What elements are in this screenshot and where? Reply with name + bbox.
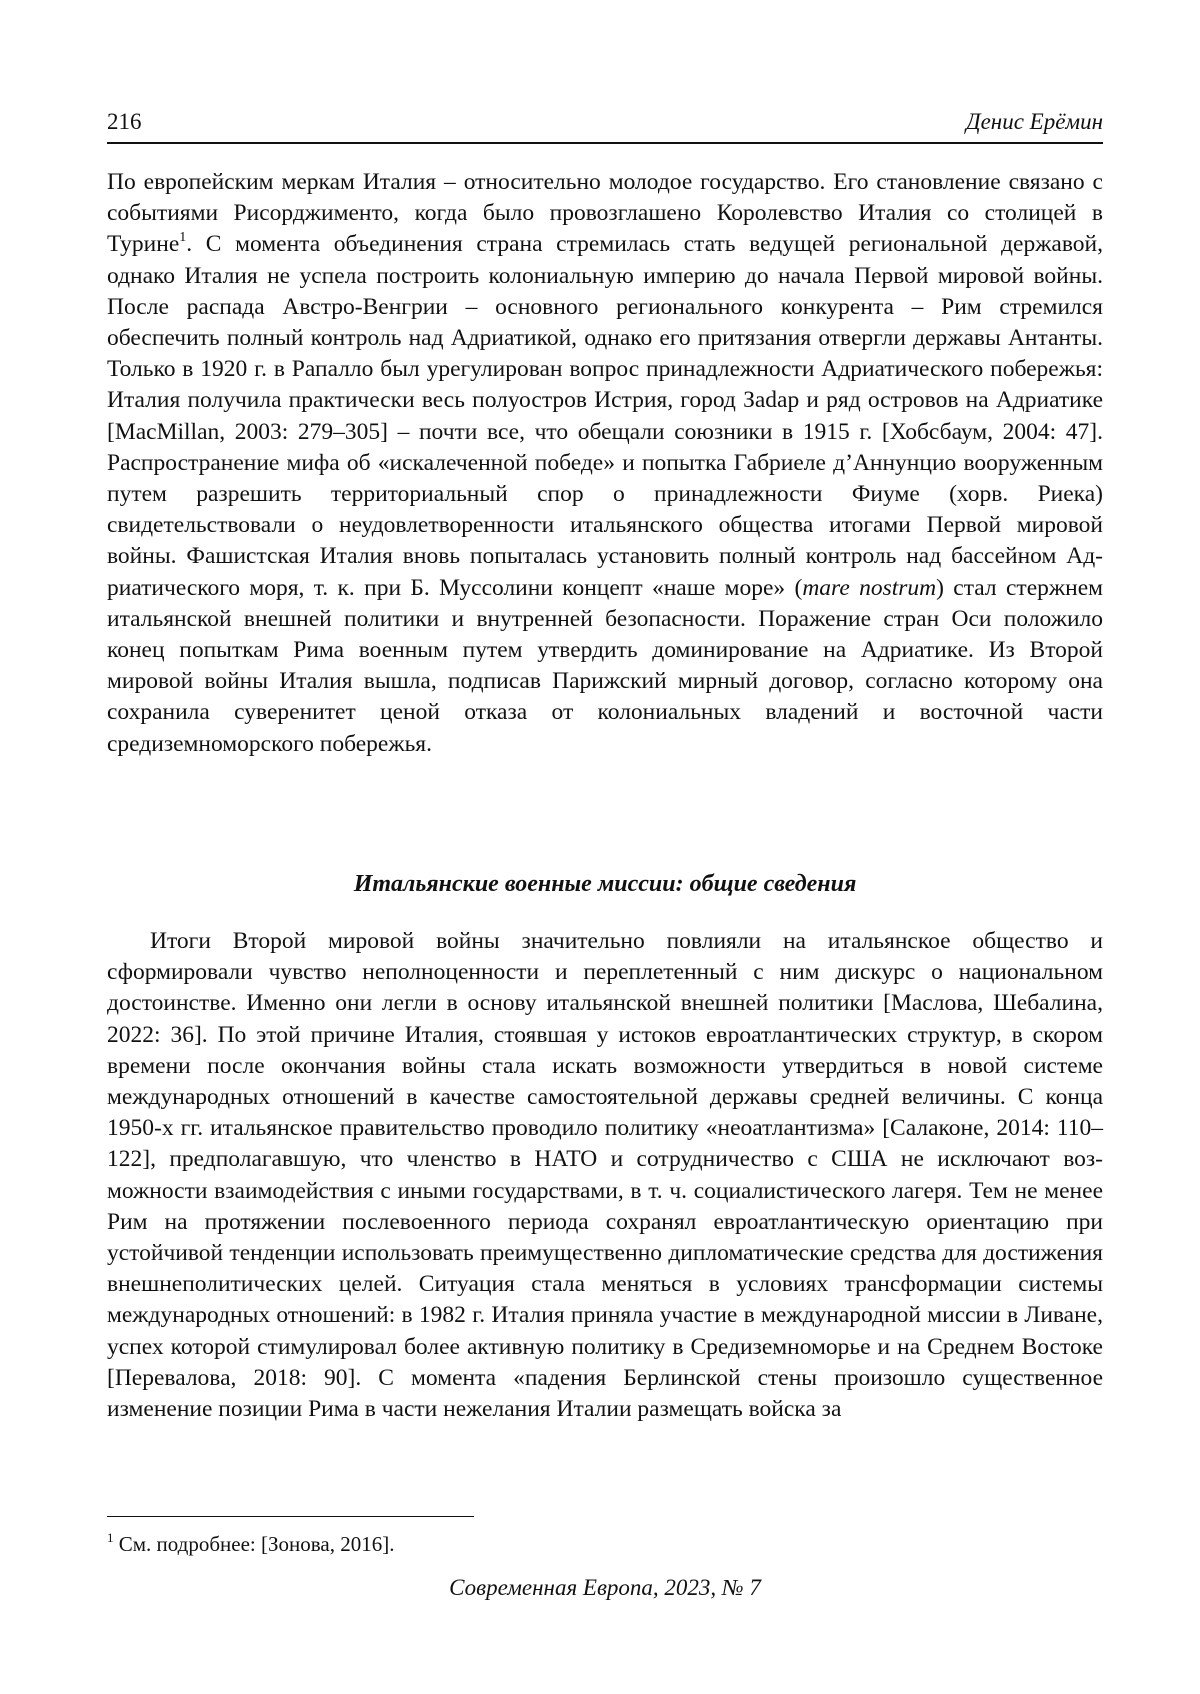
page-number: 216 (107, 109, 142, 134)
footnote-rule (107, 1516, 474, 1517)
header-rule (107, 142, 1103, 144)
author-name: Денис Ерёмин (965, 109, 1103, 134)
latin-term: mare nostrum (802, 574, 937, 601)
footnote-text: См. подробнее: [Зонова, 2016]. (113, 1532, 395, 1556)
page (107, 0, 1103, 1694)
footnote-marker: 1 (107, 1530, 114, 1545)
footnote-reference[interactable]: 1 (179, 229, 187, 245)
body-paragraph-2: Итоги Второй мировой войны значительно повлияли на итальянское общество и сформировали чувство неполноценности и переплетенный с ним дискурс о национальном достоинстве. Именно они легли в основу итальянской внешней политики [Маслова, Шебалина, 2022: 36]. По этой причине Италия, стоявшая у истоков евроатлантических структур, в скором времени после окончания войны стала искать возможности утвердиться в новой системе международных отношений в качестве самостоятельной державы средней величины. С конца 1950-х гг. итальянское правительство проводило политику «неоатлантизма» [Салаконе, 2014: 110–122], предполагавшую, что членство в НАТО и сотрудничество с США не исключают возможности взаимодействия с иными государствами, в т. ч. социалистического лагеря. Тем не менее Рим на протяжении послевоенного периода сохранял евроатлантическую ориентацию при устойчивой тенденции использовать преимущественно дипломатические средства для достижения внешнеполитических целей. Ситуация стала меняться в условиях трансформации системы международных отношений: в 1982 г. Италия приняла участие в международной миссии в Ливане, успех которой стимулировал более активную политику в Средиземноморье и на Среднем Востоке [Перевалова, 2018: 90]. С момента «падения Берлинской стены произошло существенное изменение позиции Рима в части нежелания Италии размещать войска за (107, 928, 1103, 1423)
paragraph-1-text-c: ) стал стержнем итальянской внешней политики и внутренней безопасности. Поражение стран Оси положило конец попыткам Рима военным путем утвердить доминирование на Адриатике. Из Второй мировой войны Италия вышла, подписав Парижский мирный договор, согласно которому она сохранила суверенитет ценой отказа от колониальных владений и восточной части средиземноморского побережья. (107, 574, 1103, 757)
paragraph-1-text-a: По европейским меркам Италия – относительно молодое государство. Его становление связано с событиями Рисорджименто, когда было провозглашено Королевство Италия со столицей в Турине (107, 169, 1103, 258)
section-heading: Итальянские военные миссии: общие сведения (353, 871, 857, 897)
footnote (107, 1531, 394, 1557)
running-head (107, 108, 1103, 140)
paragraph-1-text-b: . С момента объединения страна стремилась стать ведущей региональной державой, однако Италия не успела построить колониальную империю до начала Первой мировой войны. После распада Австро-Венгрии – основного регионального конкурента – Рим стремился обеспечить полный контроль над Адриатикой, однако его притязания отвергли державы Антанты. Только в 1920 г. в Рапалло был урегулирован вопрос принадлежности Адриатического побережья: Италия получила практически весь полуостров Истрия, город Заdар и ряд островов на Адриатике [MacMillan, 2003: 279–305] – почти все, что обещали союзники в 1915 г. [Хобсбаум, 2004: 47]. Распространение мифа об «искалеченной победе» и попытка Габриеле д’Аннунцио вооруженным путем разрешить территориальный спор о принадлежности Фиуме (хорв. Риека) свидетельствовали о неудовлетворенности итальянского общества итогами Первой мировой войны. Фашистская Италия вновь попыталась установить полный контроль над бассейном Адриатического моря, т. к. при Б. Муссолини концепт «наше море» ( (107, 231, 1103, 601)
journal-footer: Современная Европа, 2023, № 7 (449, 1575, 761, 1600)
body-paragraph-1 (107, 167, 1103, 760)
